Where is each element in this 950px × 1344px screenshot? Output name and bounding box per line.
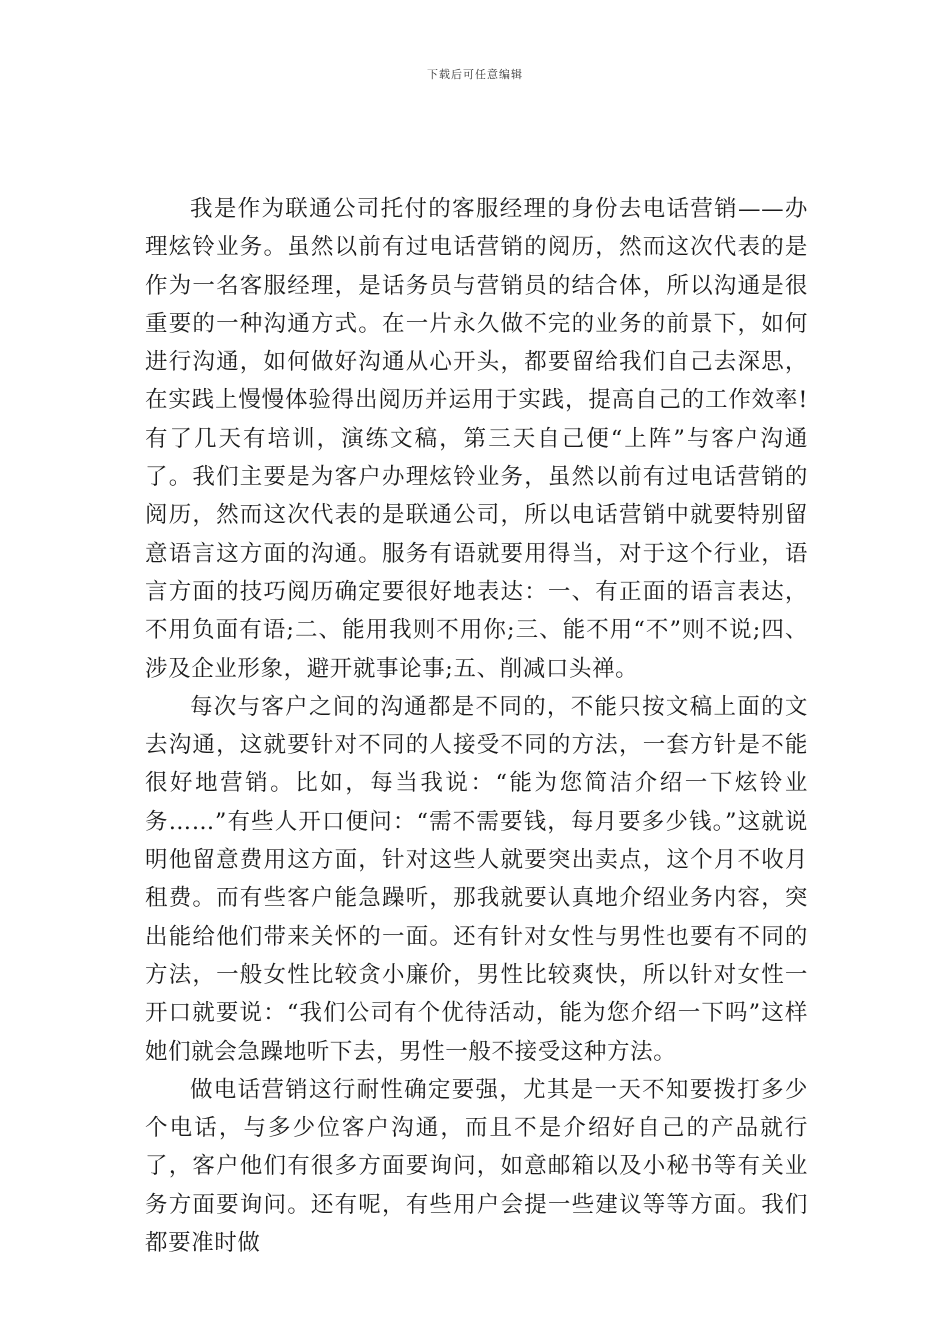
paragraph: 我是作为联通公司托付的客服经理的身份去电话营销——办理炫铃业务。虽然以前有过电话营销的阅历，然而这次代表的是作为一名客服经理，是话务员与营销员的结合体，所以沟通是很重要的一种沟通方式。在一片永久做不完的业务的前景下，如何进行沟通，如何做好沟通从心开头，都要留给我们自己去深思，在实践上慢慢体验得出阅历并运用于实践，提高自己的工作效率!有了几天有培训，演练文稿，第三天自己便“上阵”与客户沟通了。我们主要是为客户办理炫铃业务，虽然以前有过电话营销的阅历，然而这次代表的是联通公司，所以电话营销中就要特别留意语言这方面的沟通。服务有语就要用得当，对于这个行业，语言方面的技巧阅历确定要很好地表达：一、有正面的语言表达，不用负面有语;二、能用我则不用你;三、能不用“不”则不说;四、涉及企业形象，避开就事论事;五、削减口头禅。 xyxy=(145,196,808,682)
paragraph: 每次与客户之间的沟通都是不同的，不能只按文稿上面的文去沟通，这就要针对不同的人接受不同的方法，一套方针是不能很好地营销。比如，每当我说：“能为您简洁介绍一下炫铃业务……”有些人开口便问：“需不需要钱，每月要多少钱。”这就说明他留意费用这方面，针对这些人就要突出卖点，这个月不收月租费。而有些客户能急躁听，那我就要认真地介绍业务内容，突出能给他们带来关怀的一面。还有针对女性与男性也要有不同的方法，一般女性比较贪小廉价，男性比较爽快，所以针对女性一开口就要说：“我们公司有个优待活动，能为您介绍一下吗”这样她们就会急躁地听下去，男性一般不接受这种方法。 xyxy=(145,693,808,1065)
document-body xyxy=(145,190,808,1262)
page-header: 下载后可任意编辑 xyxy=(427,68,523,81)
paragraph: 做电话营销这行耐性确定要强，尤其是一天不知要拨打多少个电话，与多少位客户沟通，而且不是介绍好自己的产品就行了，客户他们有很多方面要询问，如意邮箱以及小秘书等有关业务方面要询问。还有呢，有些用户会提一些建议等等方面。我们都要准时做 xyxy=(145,1076,808,1257)
